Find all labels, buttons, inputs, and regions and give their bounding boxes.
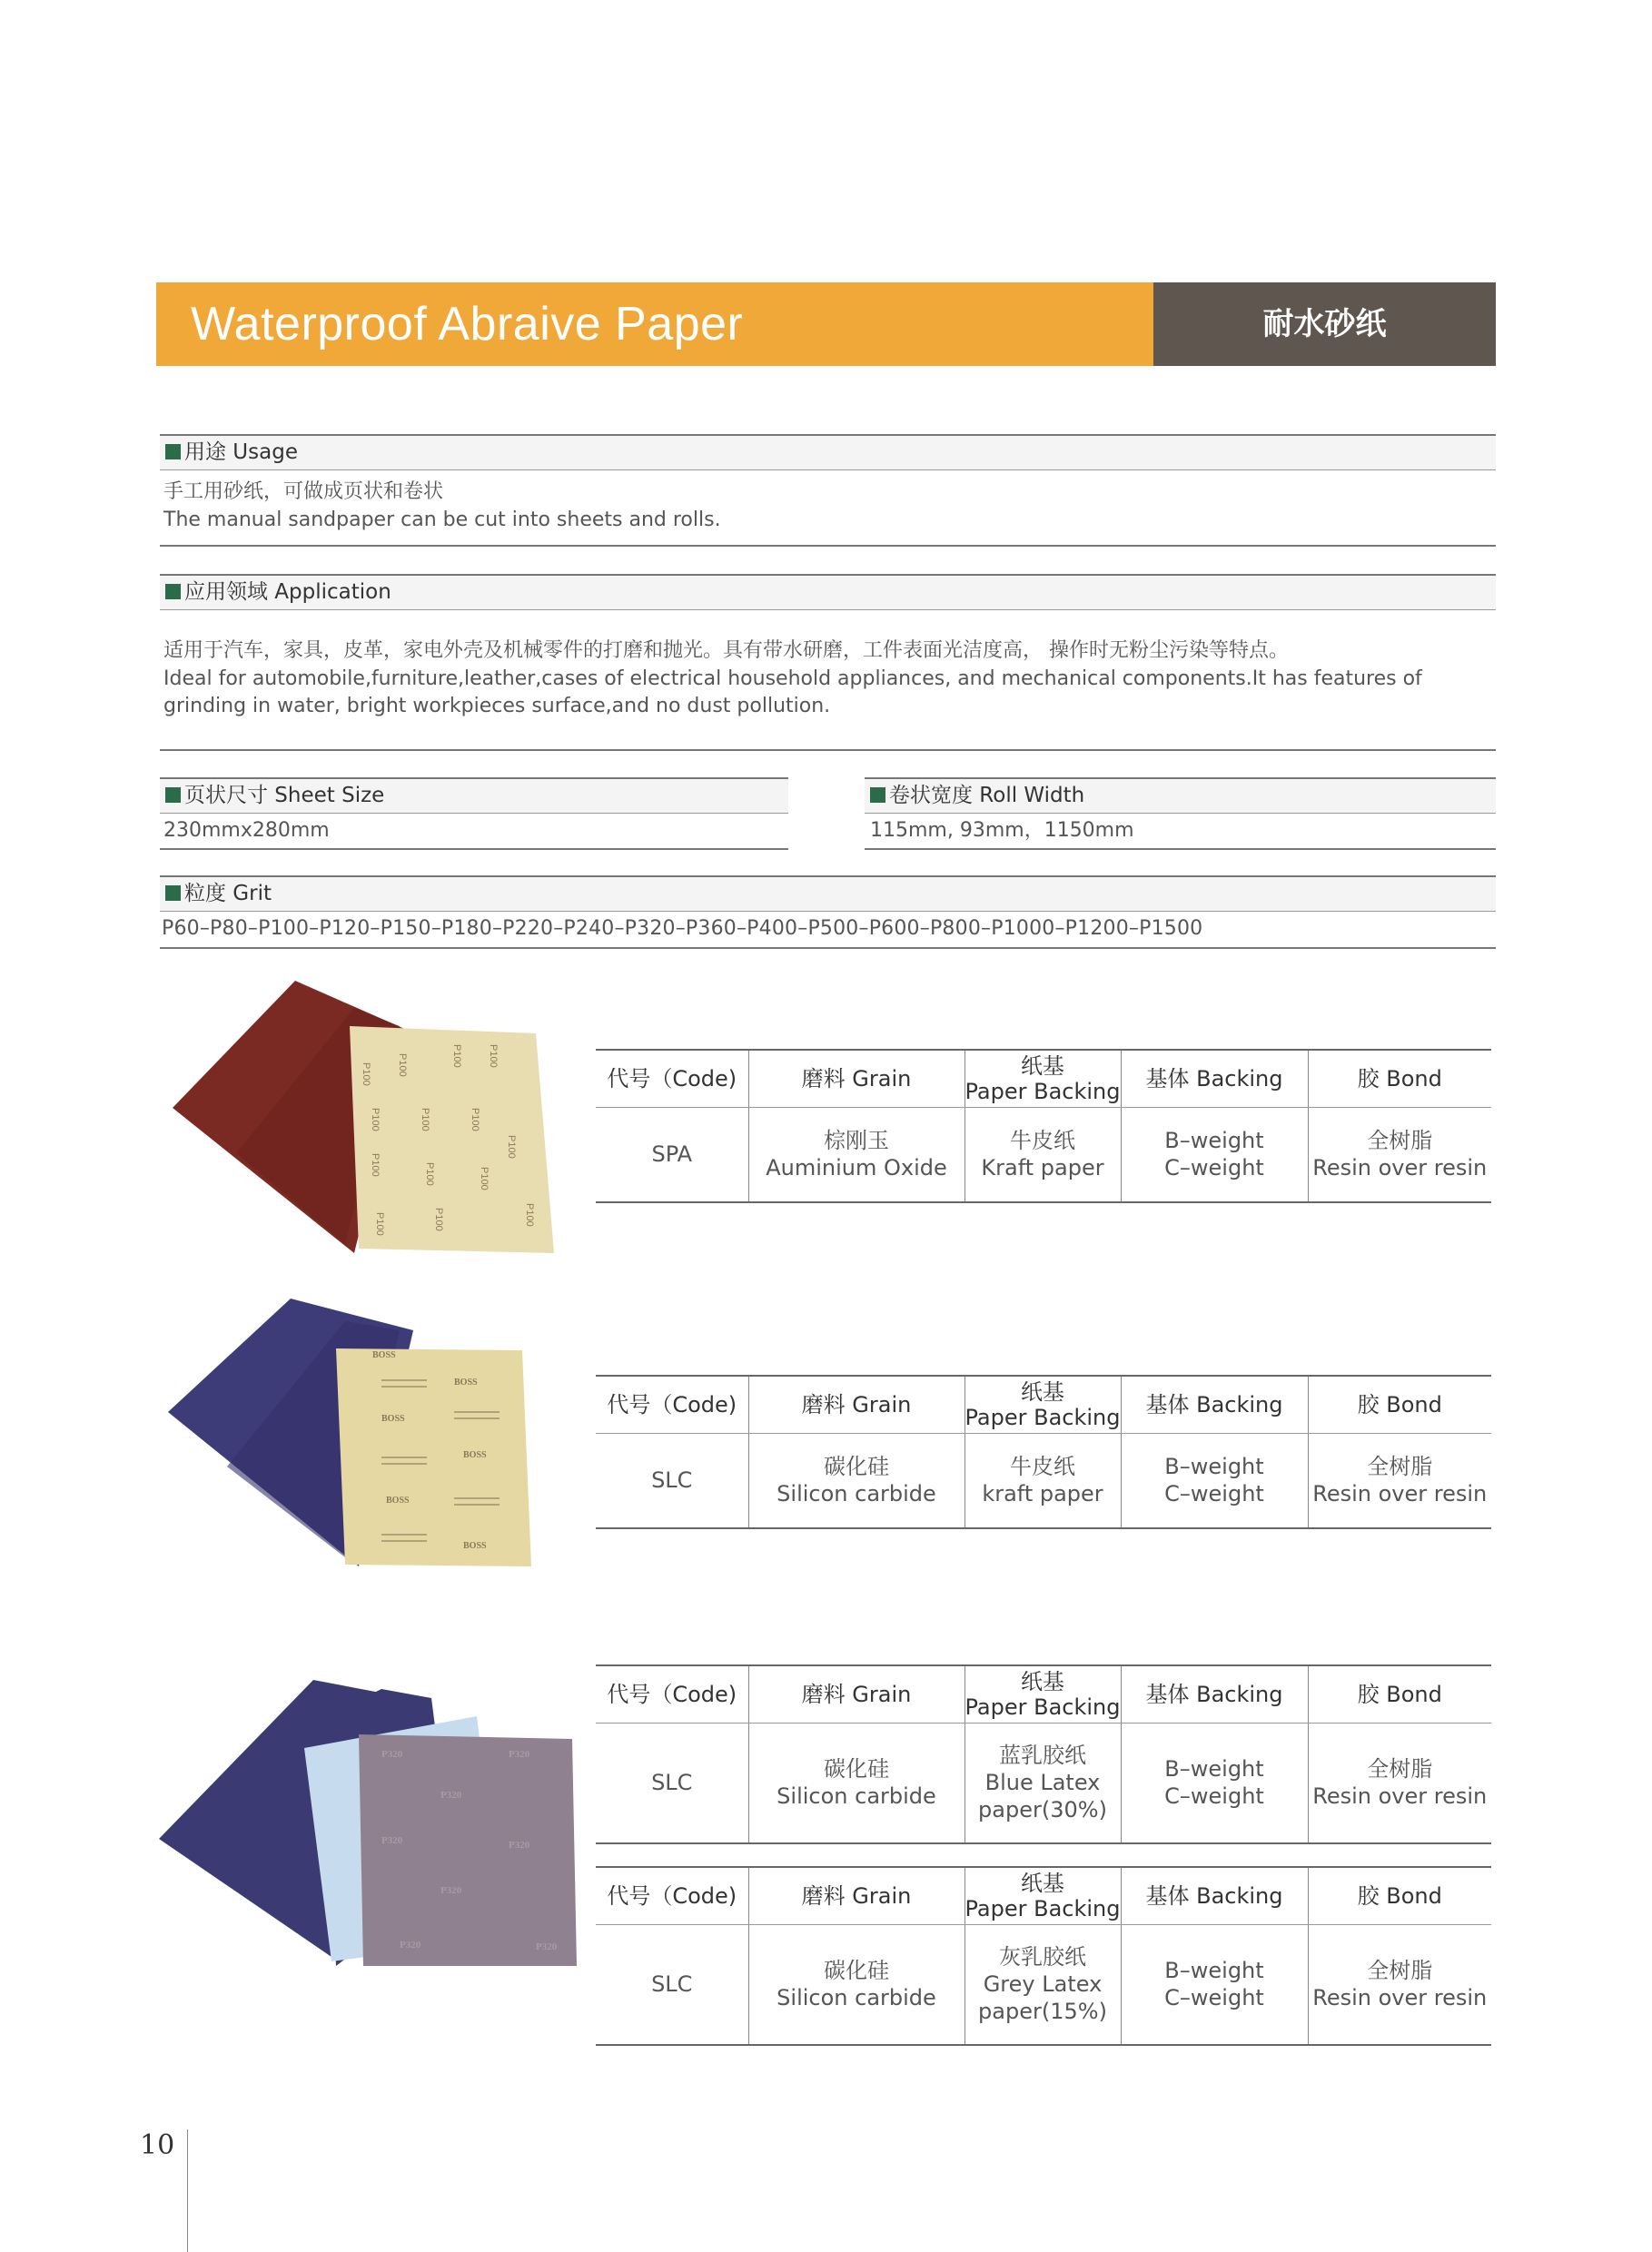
svg-text:P320: P320: [400, 1940, 421, 1951]
square-bullet-icon: [165, 584, 181, 599]
page-title-cn: 耐水砂纸: [1153, 282, 1496, 366]
svg-text:P100: P100: [361, 1062, 371, 1086]
svg-text:P100: P100: [524, 1203, 535, 1227]
svg-text:BOSS: BOSS: [372, 1350, 396, 1360]
header-backing: 基体 Backing: [1121, 1050, 1308, 1108]
divider: [160, 947, 1496, 949]
page-margin-line: [187, 2129, 188, 2252]
svg-text:P100: P100: [424, 1162, 435, 1186]
product-photo-silicon-carbide-kraft-sandpaper: [163, 1294, 545, 1575]
cell-paper-backing: 牛皮纸 kraft paper: [964, 1434, 1121, 1528]
sheet-size-heading-text: 页状尺寸 Sheet Size: [184, 784, 385, 807]
svg-text:BOSS: BOSS: [381, 1414, 405, 1424]
product-photo-silicon-carbide-latex-sandpaper: [154, 1666, 581, 1970]
svg-text:P100: P100: [470, 1108, 480, 1131]
sheet-size-value: 230mmx280mm: [163, 819, 330, 842]
roll-width-heading: [865, 777, 1496, 814]
svg-text:P320: P320: [440, 1885, 462, 1896]
svg-text:P320: P320: [536, 1941, 558, 1952]
header-paper-backing: 纸基 Paper Backing: [964, 1050, 1121, 1108]
cell-paper-backing: 灰乳胶纸 Grey Latex paper(15%): [964, 1925, 1121, 2045]
grit-heading: [160, 875, 1496, 912]
header-backing: 基体 Backing: [1121, 1867, 1308, 1925]
table-header-row: [596, 1867, 1491, 1925]
square-bullet-icon: [165, 444, 181, 459]
cell-backing: B–weight C–weight: [1121, 1434, 1308, 1528]
table-header-row: [596, 1665, 1491, 1724]
cell-code: SLC: [596, 1724, 748, 1843]
cell-grain: 棕刚玉 Auminium Oxide: [748, 1108, 964, 1202]
header-backing: 基体 Backing: [1121, 1376, 1308, 1434]
header-code: 代号（Code): [596, 1376, 748, 1434]
usage-heading: [160, 434, 1496, 470]
svg-text:P100: P100: [506, 1135, 517, 1159]
svg-text:P100: P100: [370, 1153, 381, 1177]
header-bond: 胶 Bond: [1308, 1665, 1491, 1724]
table-row: [596, 1724, 1491, 1843]
cell-code: SPA: [596, 1108, 748, 1202]
svg-text:BOSS: BOSS: [463, 1541, 487, 1551]
cell-backing: B–weight C–weight: [1121, 1108, 1308, 1202]
header-paper-backing: 纸基 Paper Backing: [964, 1376, 1121, 1434]
cell-grain: 碳化硅 Silicon carbide: [748, 1925, 964, 2045]
usage-text-en: The manual sandpaper can be cut into sheets and rolls.: [163, 509, 721, 531]
spec-table-spa: [596, 1049, 1491, 1203]
header-bond: 胶 Bond: [1308, 1050, 1491, 1108]
table-header-row: [596, 1050, 1491, 1108]
spec-table-slc-kraft: [596, 1375, 1491, 1529]
roll-width-value: 115mm, 93mm，1150mm: [870, 819, 1134, 842]
cell-grain: 碳化硅 Silicon carbide: [748, 1724, 964, 1843]
svg-text:P100: P100: [370, 1108, 381, 1131]
cell-backing: B–weight C–weight: [1121, 1925, 1308, 2045]
table-row: [596, 1434, 1491, 1528]
spec-table-slc-grey-latex: [596, 1866, 1491, 2046]
application-heading: [160, 574, 1496, 610]
grit-heading-text: 粒度 Grit: [184, 882, 272, 905]
grit-list: P60–P80–P100–P120–P150–P180–P220–P240–P320–P360–P400–P500–P600–P800–P1000–P1200–P1500: [162, 917, 1203, 940]
divider: [160, 848, 788, 850]
cell-bond: 全树脂 Resin over resin: [1308, 1108, 1491, 1202]
cell-bond: 全树脂 Resin over resin: [1308, 1724, 1491, 1843]
square-bullet-icon: [165, 787, 181, 803]
header-code: 代号（Code): [596, 1867, 748, 1925]
divider: [160, 749, 1496, 751]
square-bullet-icon: [870, 787, 885, 803]
application-text-cn: 适用于汽车，家具，皮革，家电外壳及机械零件的打磨和抛光。具有带水研磨，工件表面光洁度高， 操作时无粉尘污染等特点。: [163, 639, 1289, 662]
table-row: [596, 1925, 1491, 2045]
header-bond: 胶 Bond: [1308, 1376, 1491, 1434]
table-header-row: [596, 1376, 1491, 1434]
roll-width-heading-text: 卷状宽度 Roll Width: [889, 784, 1085, 807]
header-backing: 基体 Backing: [1121, 1665, 1308, 1724]
svg-text:P100: P100: [488, 1044, 499, 1068]
header-paper-backing: 纸基 Paper Backing: [964, 1665, 1121, 1724]
cell-bond: 全树脂 Resin over resin: [1308, 1925, 1491, 2045]
product-photo-aluminium-oxide-sandpaper: [163, 972, 563, 1262]
page-number: 10: [140, 2129, 175, 2161]
cell-grain: 碳化硅 Silicon carbide: [748, 1434, 964, 1528]
cell-code: SLC: [596, 1925, 748, 2045]
header-grain: 磨料 Grain: [748, 1050, 964, 1108]
square-bullet-icon: [165, 885, 181, 901]
header-bond: 胶 Bond: [1308, 1867, 1491, 1925]
svg-text:P100: P100: [420, 1108, 430, 1131]
cell-paper-backing: 牛皮纸 Kraft paper: [964, 1108, 1121, 1202]
svg-text:P320: P320: [440, 1790, 462, 1801]
page-title-en: Waterproof Abraive Paper: [156, 282, 1153, 366]
svg-text:P100: P100: [397, 1053, 408, 1077]
cell-bond: 全树脂 Resin over resin: [1308, 1434, 1491, 1528]
divider: [160, 545, 1496, 547]
svg-text:P100: P100: [479, 1167, 490, 1190]
svg-text:P320: P320: [381, 1835, 403, 1846]
divider: [865, 848, 1496, 850]
header-code: 代号（Code): [596, 1050, 748, 1108]
cell-code: SLC: [596, 1434, 748, 1528]
usage-text-cn: 手工用砂纸，可做成页状和卷状: [163, 480, 444, 503]
sheet-size-heading: [160, 777, 788, 814]
application-text-en-2: grinding in water, bright workpieces surface,and no dust pollution.: [163, 695, 831, 717]
header-grain: 磨料 Grain: [748, 1376, 964, 1434]
application-heading-text: 应用领域 Application: [184, 580, 391, 604]
application-text-en-1: Ideal for automobile,furniture,leather,cases of electrical household appliances, and mechanical components.It has features of: [163, 667, 1422, 690]
svg-text:P100: P100: [433, 1208, 444, 1231]
header-grain: 磨料 Grain: [748, 1867, 964, 1925]
header-paper-backing: 纸基 Paper Backing: [964, 1867, 1121, 1925]
svg-text:P100: P100: [451, 1044, 462, 1068]
svg-text:BOSS: BOSS: [454, 1378, 478, 1388]
table-row: [596, 1108, 1491, 1202]
svg-text:BOSS: BOSS: [386, 1496, 410, 1506]
svg-text:BOSS: BOSS: [463, 1450, 487, 1460]
usage-heading-text: 用途 Usage: [184, 440, 298, 464]
svg-text:P100: P100: [374, 1212, 385, 1236]
svg-text:P320: P320: [509, 1749, 530, 1760]
cell-paper-backing: 蓝乳胶纸 Blue Latex paper(30%): [964, 1724, 1121, 1843]
spec-table-slc-blue-latex: [596, 1664, 1491, 1844]
title-banner: [156, 282, 1496, 366]
svg-text:P320: P320: [509, 1840, 530, 1851]
cell-backing: B–weight C–weight: [1121, 1724, 1308, 1843]
header-grain: 磨料 Grain: [748, 1665, 964, 1724]
svg-text:P320: P320: [381, 1749, 403, 1760]
header-code: 代号（Code): [596, 1665, 748, 1724]
